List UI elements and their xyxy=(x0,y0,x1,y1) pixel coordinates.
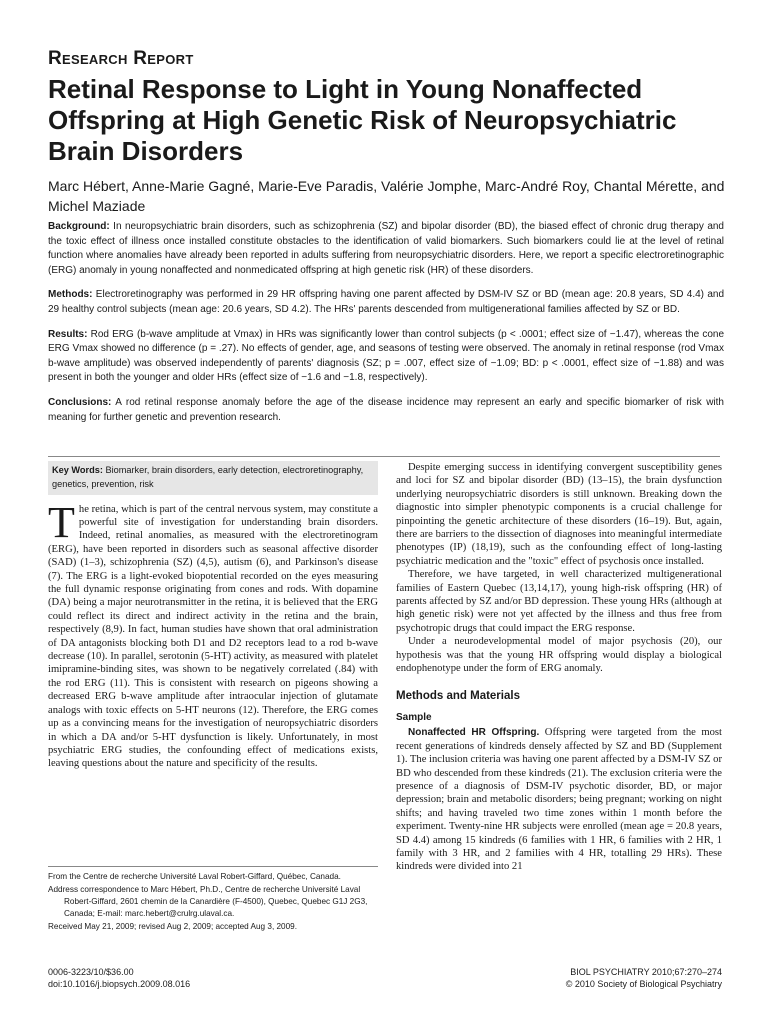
conclusions-text: A rod retinal response anomaly before the age of the disease incidence may represent an early and specific biomarker of risk with meaning for further genetic and prevention research. xyxy=(48,396,724,423)
journal-citation: BIOL PSYCHIATRY 2010;67:270–274 xyxy=(570,967,722,977)
keywords-label: Key Words: xyxy=(52,465,103,475)
copyright: © 2010 Society of Biological Psychiatry xyxy=(565,979,722,989)
runin-heading: Nonaffected HR Offspring. xyxy=(408,727,540,739)
right-column xyxy=(396,461,722,874)
left-column xyxy=(48,461,378,771)
results-text: Rod ERG (b-wave amplitude at Vmax) in HRs was significantly lower than control subjects (p < .0001; effect size of −1.47), whereas the cone ERG Vmax showed no difference (p = .27). No effects of gender, age, and seasons of testing were observed. The anomaly in retinal response (rod Vmax b-wave amplitude) was observed independently of parents' diagnosis (SZ; p = .007, effect size of −1.09; BD: p < .0001, effect size of −1.88) and was present in both the younger and older HRs (effect size of −1.6 and −1.8, respectively). xyxy=(48,328,725,384)
background-label: Background: xyxy=(48,221,110,232)
received-note: Received May 21, 2009; revised Aug 2, 2009; accepted Aug 3, 2009. xyxy=(48,922,297,931)
journal-info xyxy=(480,966,722,990)
abstract xyxy=(48,220,724,435)
background-text: In neuropsychiatric brain disorders, such as schizophrenia (SZ) and bipolar disorder (BD), the biased effect of chronic drug therapy and the toxic effect of illness once installed constitute obstacles to the identification of valid biomarkers. Such biomarkers could lie at the level of retinal function where anomalies have already been reported in adults suffering from neuropsychiatric disorders. Here, we report a specific electroretinographic (ERG) anomaly in young nonaffected and nonmedicated offspring at high genetic risk (HR) of these disorders. xyxy=(48,221,724,276)
right-para-1: Despite emerging success in identifying convergent susceptibility genes and loci for SZ and bipolar disorder (BD) (13–15), the brain dysfunction underlying neuropsychiatric disorders is still unknown. Breaking down the diagnostic into simpler phenotypic components is a crucial challenge for pinpointing the genetic architecture of these disorders (16–19). But, again, there are barriers to the dissection of diagnoses into meaningful intermediate phenotypes (IP) (18,19), such as the confounding effect of long-lasting psychiatric medication and the "toxic" effect of psychosis once installed. xyxy=(396,462,722,567)
abstract-results xyxy=(48,328,724,386)
footnotes xyxy=(48,866,378,934)
sample-subheading: Sample xyxy=(396,711,432,723)
right-para-2: Therefore, we have targeted, in well characterized multigenerational families of Eastern Quebec (13,14,17), young high-risk offspring (HR) of parents affected by SZ and/or BD depression. These young HRs (although at high genetic risk) were not yet affected by the illness and thus free from psychotropic drugs that could impact the ERG response. xyxy=(396,569,722,634)
abstract-divider xyxy=(48,456,720,457)
keywords-box xyxy=(48,461,378,495)
keywords-text: Biomarker, brain disorders, early detection, electroretinography, genetics, prevention, risk xyxy=(52,465,364,489)
doi: doi:10.1016/j.biopsych.2009.08.016 xyxy=(48,979,191,989)
right-para-3: Under a neurodevelopmental model of major psychosis (20), our hypothesis was that the young HR offspring would display a biological endophenotype under the form of ERG anomaly. xyxy=(396,636,722,675)
intro-text: he retina, which is part of the central nervous system, may constitute a powerful site of investigation for understanding brain disorders. Indeed, retinal anomalies, as measured with the electroretinogram (ERG), have been reported in disorders such as seasonal affective disorder (SAD) (1–3), schizophrenia (SZ) (4,5), autism (6), and Parkinson's disease (7). The ERG is a light-evoked biopotential recorded on the eyes measuring the full dynamic response originating from cones and rods. With dopamine (DA) being a major neurotransmitter in the retina, it is believed that the ERG could reflect its direct and indirect activity in the retina and the brain, respectively (8,9). In fact, human studies have shown that oral administration of DA antagonists blocking both D1 and D2 receptors lead to a rod b-wave decrease (10). In parallel, serotonin (5-HT) activity, as measured with platelet imipramine-binding sites, was shown to be negatively correlated (.84) with the rod ERG (11). This is consistent with research on pigeons showing a decreased ERG b-wave amplitude after intraocular injection of glutamate analogs with toxic effects on 5-HT neurons (12). Therefore, the ERG comes up as a convincing means for the investigation of neuropsychiatric disorders in which a DA and/or 5-HT dysfunction is likely. Unfortunately, in most psychiatric ERG studies, the confounding effect of medications exists, leaving questions about the nature and specificity of the results. xyxy=(48,503,378,770)
article-title: Retinal Response to Light in Young Nonaffected Offspring at High Genetic Risk of Neuropsychiatric Brain Disorders xyxy=(48,74,677,166)
correspondence-note: Address correspondence to Marc Hébert, Ph.D., Centre de recherche Université Laval Robert-Giffard, 2601 chemin de la Canardière (F-4500), Quebec, Quebec G1J 2G3, Canada; E-mail: marc.hebert@crulrg.ulaval.ca. xyxy=(48,885,368,918)
right-para-4 xyxy=(396,726,722,873)
methods-text: Electroretinography was performed in 29 HR offspring having one parent affected by DSM-IV SZ or BD (mean age: 20.8 years, SD 4.4) and 29 healthy control subjects (mean age: 20.6 years, SD 4.2). The HRs' parents descended from multigenerational families affected by SZ or BD. xyxy=(48,289,725,315)
drop-cap: T xyxy=(48,497,75,547)
results-label: Results: xyxy=(48,328,88,340)
publication-info xyxy=(48,966,190,990)
issn: 0006-3223/10/$36.00 xyxy=(48,967,134,977)
section-label: Research Report xyxy=(48,48,194,69)
introduction xyxy=(48,497,378,771)
abstract-conclusions xyxy=(48,396,724,425)
para4-text: Offspring were targeted from the most recent generations of kindreds densely affected by SZ and BD (Supplement 1). The inclusion criteria was having one parent affected by a DSM-IV SZ or BD who descended from these kindreds (21). The exclusion criteria were the presence of a diagnosis of DSM-IV psychotic disorder, BD, or major depression; brain and metabolic disorders; being pregnant; working on night shifts; and having traveled two time zones within 1 month before the experiment. Twenty-nine HR subjects were enrolled (mean age = 20.8 years, SD 4.4) among 15 kindreds (6 families with 1 HR, 6 families with 2 HR, 1 family with 3 HR, and 2 families with 4 HR, totalling 29 HRs). These kindreds were divided into 21 xyxy=(396,727,722,873)
methods-label: Methods: xyxy=(48,289,93,301)
methods-heading: Methods and Materials xyxy=(396,689,520,702)
affiliation-note: From the Centre de recherche Université Laval Robert-Giffard, Québec, Canada. xyxy=(48,872,341,881)
author-list: Marc Hébert, Anne-Marie Gagné, Marie-Eve Paradis, Valérie Jomphe, Marc-André Roy, Chantal Mérette, and Michel Maziade xyxy=(48,178,725,214)
abstract-methods xyxy=(48,288,724,317)
conclusions-label: Conclusions: xyxy=(48,396,112,408)
abstract-background xyxy=(48,220,724,278)
